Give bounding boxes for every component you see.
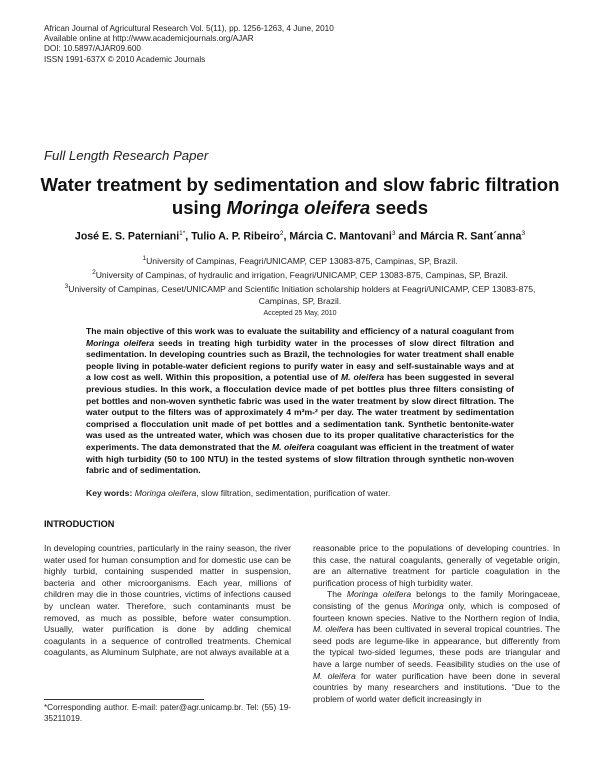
intro-right-column (313, 543, 560, 705)
abstract-species: M. oleifera (341, 372, 385, 383)
intro-paragraph-moringa (313, 589, 560, 705)
accepted-date: Accepted 25 May, 2010 (263, 310, 337, 317)
intro-species: M. oleifera (313, 670, 356, 681)
intro-text: The (327, 589, 347, 600)
journal-citation: African Journal of Agricultural Research Vol. 5(11), pp. 1256-1263, 4 June, 2010 (44, 24, 334, 33)
intro-paragraph: reasonable price to the populations of developing countries. In this case, the natural coagulants, generally of vegetable origin, are an alternative treatment for particle coagulation in the purification process of high turbidity water. (313, 543, 560, 588)
abstract-species: Moringa oleifera (86, 337, 155, 348)
journal-doi: DOI: 10.5897/AJAR09.600 (44, 44, 141, 54)
paper-type: Full Length Research Paper (44, 148, 209, 163)
intro-text: for water purification have been done in several countries by many researchers and institutions. “Due to the problem of world water deficit increasingly in (313, 670, 560, 704)
affiliation-sup: 1 (142, 255, 147, 262)
affiliation-text: University of Campinas, of hydraulic and irrigation, Feagri/UNICAMP, CEP 13083-875, Campinas, SP, Brazil. (95, 270, 508, 281)
paper-title (40, 174, 560, 219)
affiliation-sup: 3 (64, 283, 69, 291)
corresponding-author-footnote: *Corresponding author. E-mail: pater@agr.unicamp.br. Tel: (55) 19-35211019. (44, 703, 291, 723)
affiliation-2 (44, 267, 556, 281)
intro-text: has been cultivated in several tropical countries. The seed pods are legume-like in appearance, but differently from the typical two-sided legumes, these pods are triangular and have a large number of seeds. Feasibility studies on the use of (313, 624, 560, 669)
abstract (86, 326, 514, 477)
journal-url: Available online at http://www.academicjournals.org/AJAR (44, 34, 254, 44)
abstract-text: The main objective of this work was to evaluate the suitability and efficiency of a natural coagulant from (86, 326, 514, 336)
affiliation-text: University of Campinas, Feagri/UNICAMP, CEP 13083-875, Campinas, SP, Brazil. (146, 255, 458, 266)
title-part1: Water treatment by sedimentation and slow fabric filtration using (40, 174, 560, 218)
title-species: Moringa oleifera (226, 196, 371, 218)
intro-species: Moringa (412, 600, 444, 611)
section-heading-introduction: INTRODUCTION (44, 519, 115, 529)
author-name: José E. S. Paterniani (74, 230, 180, 243)
affiliation-1 (44, 253, 556, 267)
abstract-species: M. oleifera (272, 441, 315, 452)
intro-paragraph: In developing countries, particularly in the rainy season, the river water used for human consumption and for domestic use can be highly turbid, containing suspended matter in suspension, bacteria and other microorganisms. Each year, millions of children may die in those countries, victims of infections caused by unclean water. Therefore, such contaminants must be removed, as much as possible, before water consumption. Usually, water purification is done by adding chemical coagulants in a sequence of controlled treatments. Chemical coagulants, as Aluminum Sulphate, are not always available at a (44, 543, 291, 658)
author-sup: 3 (391, 230, 396, 237)
journal-issn: ISSN 1991-637X © 2010 Academic Journals (44, 54, 206, 64)
keywords-list: , slow filtration, sedimentation, purification of water. (196, 488, 391, 498)
intro-species: Moringa oleifera (346, 589, 412, 600)
author-sup: 2 (279, 230, 284, 237)
affiliation-sup: 2 (92, 269, 96, 277)
keyword-species: Moringa oleifera (134, 488, 197, 498)
abstract-text: seeds in treating high turbidity water in the processes of slow direct filtration and sedimentation. In developing countries such as Brazil, the technologies for water treatment shall enable people living in potable-water deficient regions to purify water in easy and self-sustainable ways and at a low cost as well. Within this proposition, a potential use of (86, 337, 514, 383)
author-name: Márcia R. Sant´anna (420, 230, 522, 243)
title-part2: seeds (370, 196, 429, 218)
intro-text: only, which is composed of fourteen known species. Native to the Northern region of India, (313, 600, 560, 623)
author-name: Márcia C. Mantovani (289, 230, 392, 243)
intro-left-column (44, 543, 291, 659)
footnote-divider (44, 699, 204, 700)
abstract-text: has been suggested in several previous studies. In this work, a flocculation device made of pet bottles plus three filters consisting of pet bottles and non-woven synthetic fabric was used in the water treatment by slow direct filtration. The water output to the filters was of approximately 4 m³m-² per day. The water treatment by sedimentation comprised a flocculation unit made of pet bottles and a sedimentation tank. Synthetic bentonite-water was used as the untreated water, which was chosen due to its proper qualitative characteristics for the experiments. The data demonstrated that the (86, 372, 514, 452)
abstract-text: coagulant was efficient in the treatment of water with high turbidity (50 to 100 NTU) in the tested systems of slow filtration through synthetic non-woven fabric and of sedimentation. (86, 441, 514, 476)
journal-meta (44, 24, 334, 65)
affiliations (44, 253, 556, 308)
keywords (86, 488, 526, 498)
author-sup: 1* (179, 230, 186, 237)
author-list: José E. S. Paterniani$^{1*}$, Tulio A. P. Ribeiro$^2$, Márcia C. Mantovani$^3$ and Márcia R. Sant´anna$^3$ (74, 230, 526, 243)
author-name: Tulio A. P. Ribeiro (191, 230, 280, 243)
intro-species: M. oleifera (313, 624, 354, 635)
intro-text: belongs to the family Moringaceae, consisting of the genus (313, 589, 560, 611)
affiliation-3 (44, 281, 556, 307)
author-sup: 3 (521, 230, 526, 237)
keywords-label: Key words: (86, 488, 133, 498)
affiliation-text: University of Campinas, Ceset/UNICAMP and Scientific Initiation scholarship holders at Feagri/UNICAMP, CEP 13083-875, Campinas, SP, Brazil. (68, 284, 536, 307)
